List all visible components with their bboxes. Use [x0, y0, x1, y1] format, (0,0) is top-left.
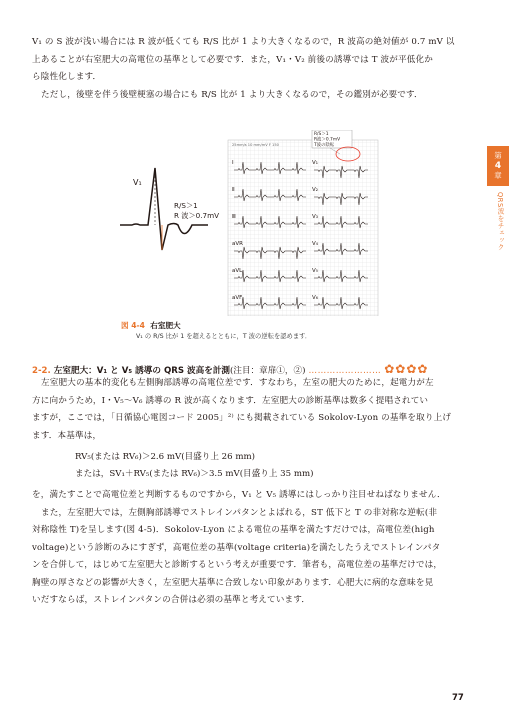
ratio-label: R/S＞1: [174, 201, 198, 210]
intro-paragraph: [32, 34, 470, 104]
intro-line: ただし，後壁を伴う後壁梗塞の場合にも R/S 比が 1 より大きくなるので，その鑑別が必要です．: [41, 89, 423, 100]
lead-label: V₆: [312, 295, 318, 301]
ecg-figure: [118, 130, 388, 316]
lead-label: Ⅲ: [232, 214, 236, 220]
lead-label: Ⅱ: [232, 187, 235, 193]
criteria-formula: [75, 449, 313, 483]
lead-label: V₅: [312, 268, 318, 274]
amplitude-label: R 波＞0.7mV: [174, 211, 220, 220]
difficulty-stars: ✿✿✿✿: [384, 362, 429, 376]
formula-line: または，SV₁＋RV₅(または RV₆)＞3.5 mV(目盛り上 35 mm): [75, 469, 314, 479]
callout-line: T波の陰転: [314, 143, 335, 148]
chapter-label: 第: [494, 151, 502, 160]
lead-label: aVR: [232, 241, 243, 247]
section-heading: [32, 362, 428, 376]
v1-lead-label: V₁: [133, 178, 142, 187]
section-dots: ……………………: [308, 366, 382, 376]
body-line: ますが，ここでは，「日循協心電図コード 2005」²⁾ にも掲載されている Sokolov-Lyon の基準を取り上げ: [32, 413, 452, 423]
body-line: ンを合併して，はじめて左室肥大と診断するという考えが重要です．筆者も，高電位差の基準だけでは，: [32, 560, 443, 570]
chapter-title: QRS波をチェック: [496, 192, 504, 251]
lead-label: V₃: [312, 214, 318, 220]
body-line: を，満たすことで高電位差と判断するものですから，V₁ と V₅ 誘導にはしっかり注目せねばなりません．: [32, 490, 446, 500]
body-line: 左室肥大の基本的変化も左側胸部誘導の高電位差です．すなわち，左室の肥大のために，起電力が左: [41, 378, 434, 388]
lead-label: V₁: [312, 160, 318, 166]
ecg-figure-svg: [118, 130, 388, 316]
ecg-grid: [228, 140, 378, 316]
figure-caption-title: [121, 320, 181, 331]
chapter-suffix: 章: [494, 171, 502, 180]
callout-line: R波＞0.7mV: [314, 137, 341, 143]
chapter-number: 4: [494, 161, 502, 171]
body-line: 方に向かうため，Ⅰ・V₅〜V₆ 誘導の R 波が高くなります．左室肥大の診断基準は数多く提唱されてい: [32, 395, 429, 406]
lead-label: V₂: [312, 187, 318, 193]
lead-label: aVF: [232, 295, 243, 301]
section-title: 左室肥大：V₁ と V₅ 誘導の QRS 波高を計測: [53, 366, 231, 376]
figure-title: 右室肥大: [150, 321, 181, 330]
body-paragraph-2: [32, 487, 470, 610]
section-number: 2-2.: [32, 366, 51, 376]
section-note: (注目：章扉①，②): [230, 366, 306, 376]
lead-label: V₄: [312, 241, 318, 247]
intro-line: ら陰性化します．: [32, 72, 102, 82]
intro-line: V₁ の S 波が浅い場合には R 波が低くても R/S 比が 1 より大きくなるので，R 波高の絶対値が 0.7 mV 以: [32, 37, 455, 47]
body-paragraph-1: [32, 375, 470, 445]
page-number: 77: [452, 693, 464, 703]
ecg-header: 25mm/s 10 mm/mV F 150: [232, 143, 279, 147]
body-line: ます．本基準は，: [32, 430, 102, 441]
lead-label: Ⅰ: [232, 160, 234, 166]
body-line: 胸壁の厚さなどの影響が大きく，左室肥大基準に合致しない印象があります．心肥大に病的な意味を見: [32, 577, 434, 588]
figure-caption-body: V₁ の R/S 比が 1 を超えるとともに，T 波の逆転を認めます．: [136, 333, 312, 340]
callout-line: R/S＞1: [314, 132, 329, 137]
body-line: voltage)という診断のみにすぎず，高電位差の基準(voltage criteria)を満たしたうえでストレインパタ: [32, 542, 441, 553]
lead-label: aVL: [232, 268, 243, 274]
figure-number: 図 4-4: [121, 321, 145, 330]
body-line: 対称陰性 T)を呈します(図 4-5)．Sokolov-Lyon による電位の基準を満たすだけでは，高電位差(high: [32, 525, 435, 535]
intro-line: 上あることが右室肥大の高電位の基準として必要です．また，V₁・V₂ 前後の誘導では T 波が平低化か: [32, 54, 433, 65]
chapter-tab: [487, 146, 509, 186]
body-line: いだすならば，ストレインパタンの合併は必須の基準と考えています．: [32, 595, 311, 605]
formula-line: RV₅(または RV₆)＞2.6 mV(目盛り上 26 mm): [75, 452, 255, 462]
body-line: また，左室肥大では，左側胸部誘導でストレインパタンとよばれる，ST 低下と T の非対称な逆転(非: [41, 507, 438, 518]
